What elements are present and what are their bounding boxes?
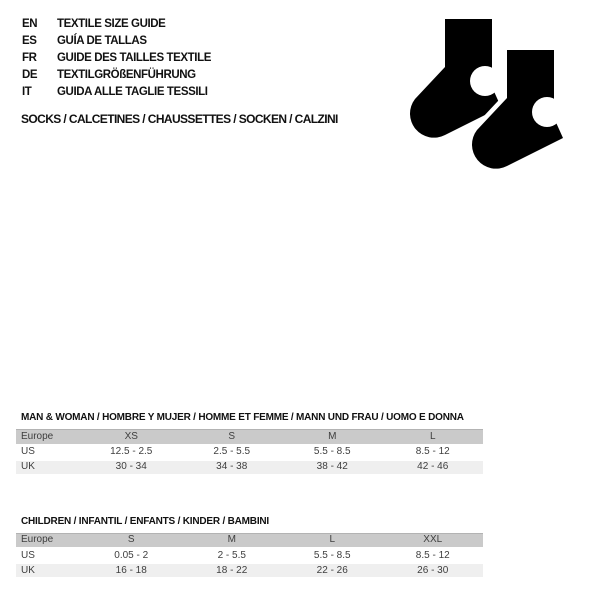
size-value-cell: 8.5 - 12	[415, 549, 450, 561]
size-value-cell: 30 - 34	[115, 461, 147, 472]
size-value-cell: 34 - 38	[216, 461, 248, 472]
column-header-size: M	[328, 430, 337, 442]
column-header-size: L	[329, 534, 336, 546]
socks-icon	[400, 10, 570, 185]
sock-heel-circle	[532, 97, 562, 127]
size-table	[16, 533, 483, 578]
size-value-cell: 42 - 46	[417, 461, 449, 472]
table-header-row	[16, 533, 483, 547]
language-label: TEXTILE SIZE GUIDE	[57, 17, 166, 30]
size-value-cell: 16 - 18	[115, 564, 147, 576]
size-table-title: CHILDREN / INFANTIL / ENFANTS / KINDER / BAMBINI	[21, 515, 269, 527]
size-value-cell: 22 - 26	[316, 564, 348, 576]
size-tables	[16, 412, 483, 577]
column-header-size: L	[429, 430, 436, 442]
language-label: GUIDE DES TAILLES TEXTILE	[57, 51, 211, 64]
column-header-region: Europe	[21, 430, 54, 442]
size-value-cell: 5.5 - 8.5	[313, 549, 351, 561]
size-value-cell: 5.5 - 8.5	[313, 446, 351, 457]
size-value-cell: 2 - 5.5	[217, 549, 246, 561]
row-label: UK	[21, 461, 35, 472]
size-table-block	[16, 516, 483, 578]
language-row	[22, 83, 211, 100]
size-value-cell: 18 - 22	[216, 564, 248, 576]
language-label: GUÍA DE TALLAS	[57, 34, 147, 47]
column-header-region: Europe	[21, 534, 54, 546]
column-header-size: XS	[124, 430, 138, 442]
category-line: SOCKS / CALCETINES / CHAUSSETTES / SOCKEN / CALZINI	[21, 112, 338, 126]
table-row	[16, 547, 483, 564]
table-header-row	[16, 430, 483, 444]
size-table-title: MAN & WOMAN / HOMBRE Y MUJER / HOMME ET FEMME / MANN UND FRAU / UOMO E DONNA	[21, 412, 464, 423]
size-table	[16, 429, 483, 474]
row-label: UK	[21, 564, 35, 576]
size-value-cell: 0.05 - 2	[114, 549, 149, 561]
language-row	[22, 49, 211, 66]
language-code: IT	[22, 85, 32, 98]
language-code: DE	[22, 68, 38, 81]
table-row	[16, 461, 483, 474]
sock-heel-circle	[470, 66, 500, 96]
language-label: TEXTILGRÖßENFÜHRUNG	[57, 68, 196, 81]
size-value-cell: 8.5 - 12	[415, 446, 450, 457]
size-value-cell: 12.5 - 2.5	[110, 446, 153, 457]
column-header-size: S	[127, 534, 135, 546]
column-header-size: S	[228, 430, 236, 442]
column-header-size: M	[227, 534, 236, 546]
language-row	[22, 15, 211, 32]
language-row	[22, 66, 211, 83]
language-code: FR	[22, 51, 37, 64]
language-label: GUIDA ALLE TAGLIE TESSILI	[57, 85, 208, 98]
size-table-block	[16, 412, 483, 474]
row-label: US	[21, 549, 35, 561]
table-row	[16, 564, 483, 577]
row-label: US	[21, 446, 35, 457]
language-list	[22, 15, 211, 100]
size-value-cell: 38 - 42	[316, 461, 348, 472]
size-value-cell: 26 - 30	[417, 564, 449, 576]
size-value-cell: 2.5 - 5.5	[213, 446, 251, 457]
column-header-size: XXL	[423, 534, 443, 546]
language-code: ES	[22, 34, 37, 47]
table-row	[16, 444, 483, 461]
language-row	[22, 32, 211, 49]
language-code: EN	[22, 17, 38, 30]
